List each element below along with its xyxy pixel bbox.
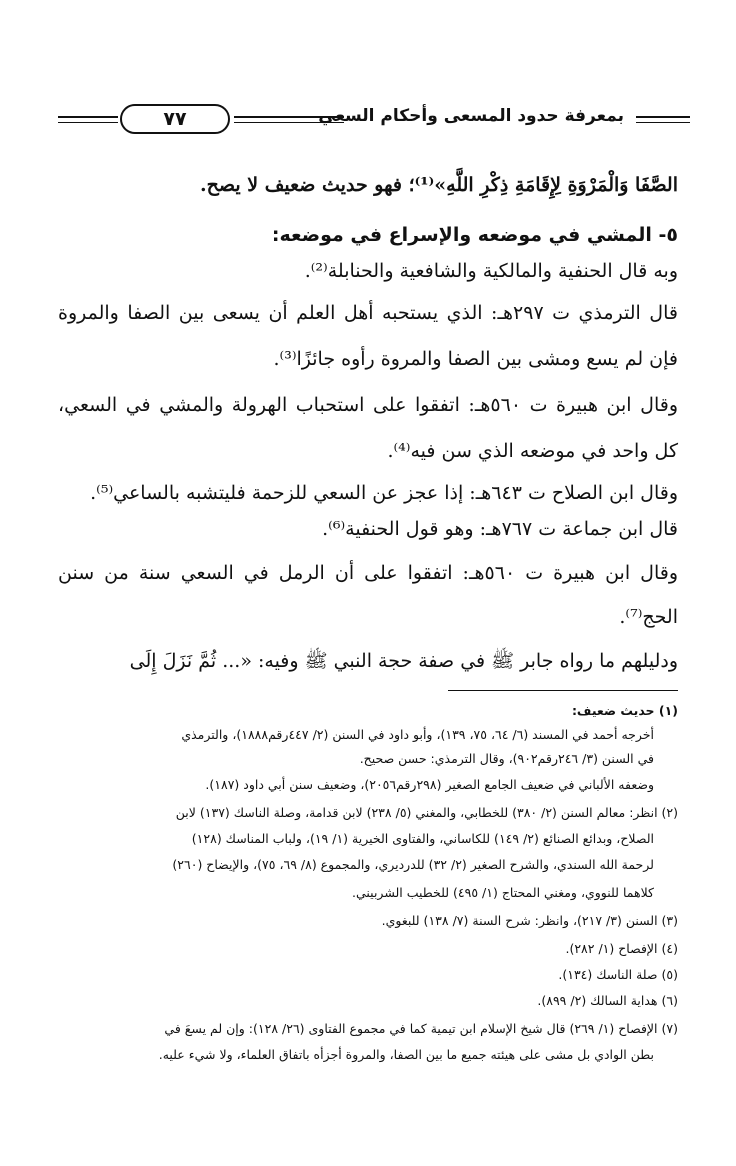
- header-rule-left-bottom: [58, 122, 118, 123]
- section-heading-5: ٥- المشي في موضعه والإسراع في موضعه:: [271, 224, 678, 246]
- body-line-11: الحج⁽⁷⁾.: [619, 606, 678, 628]
- header-rule-left-top: [58, 116, 118, 118]
- body-line-3: وبه قال الحنفية والمالكية والشافعية والحنابلة⁽²⁾.: [304, 260, 678, 282]
- body-line-7: كل واحد في موضعه الذي سن فيه⁽⁴⁾.: [387, 440, 678, 462]
- footnote-2-line-d: كلاهما للنووي، ومغني المحتاج (١/ ٤٩٥) للخطيب الشربيني.: [352, 885, 654, 900]
- body-line-4: قال الترمذي ت ٢٩٧هـ: الذي يستحبه أهل العلم أن يسعى بين الصفا والمروة: [58, 302, 678, 324]
- footnote-5: (٥) صلة الناسك (١٣٤).: [558, 967, 678, 982]
- page-header: [58, 100, 690, 140]
- footnote-7-line-b: بطن الوادي بل مشى على هيئته جميع ما بين الصفا، والمروة أجزأه باتفاق العلماء، ولا شيء عليه.: [158, 1047, 654, 1062]
- footnote-2-line-b: الصلاح، وبدائع الصنائع (٢/ ١٤٩) للكاساني، والفتاوى الخيرية (١/ ١٩)، ولباب المناسك (١٢٨): [191, 831, 654, 846]
- body-line-1: الصَّفَا وَالْمَرْوَةِ لِإِقَامَةِ ذِكْرِ اللَّهِ»⁽¹⁾؛ فهو حديث ضعيف لا يصح.: [200, 174, 678, 196]
- body-line-10: وقال ابن هبيرة ت ٥٦٠هـ: اتفقوا على أن الرمل في السعي سنة من سنن: [58, 562, 679, 584]
- footnote-1-line-b: في السنن (٣/ ٢٤٦رقم٩٠٢)، وقال الترمذي: حسن صحيح.: [359, 751, 654, 766]
- footnote-divider: [448, 690, 678, 691]
- page-number: ٧٧: [120, 104, 230, 134]
- footnote-6: (٦) هداية السالك (٢/ ٨٩٩).: [537, 993, 678, 1008]
- body-line-8: وقال ابن الصلاح ت ٦٤٣هـ: إذا عجز عن السعي للزحمة فليتشبه بالساعي⁽⁵⁾.: [90, 482, 678, 504]
- body-line-6: وقال ابن هبيرة ت ٥٦٠هـ: اتفقوا على استحباب الهرولة والمشي في السعي،: [58, 394, 678, 416]
- body-line-5: فإن لم يسع ومشى بين الصفا والمروة رأوه جائزًا⁽³⁾.: [273, 348, 678, 370]
- footnote-1-line-c: وضعفه الألباني في ضعيف الجامع الصغير (٢٩٨رقم٢٠٥٦)، وضعيف سنن أبي داود (١٨٧).: [205, 777, 654, 792]
- footnote-3: (٣) السنن (٣/ ٢١٧)، وانظر: شرح السنة (٧/ ١٣٨) للبغوي.: [381, 913, 678, 928]
- running-title: بمعرفة حدود المسعى وأحكام السعي: [318, 106, 624, 126]
- footnote-1-line-a: أخرجه أحمد في المسند (٦/ ٦٤، ٧٥، ١٣٩)، وأبو داود في السنن (٢/ ٤٤٧رقم١٨٨٨)، والترمذي: [181, 727, 654, 742]
- footnote-2-line-a: (٢) انظر: معالم السنن (٢/ ٣٨٠) للخطابي، والمغني (٥/ ٢٣٨) لابن قدامة، وصلة الناسك (١٣٧) لابن: [175, 805, 678, 820]
- footnote-2-line-c: لرحمة الله السندي، والشرح الصغير (٢/ ٣٢) للدرديري، والمجموع (٨/ ٦٩، ٧٥)، والإيضاح (٢٦٠): [172, 857, 654, 872]
- header-rule-right-top: [636, 116, 690, 118]
- footnote-4: (٤) الإفصاح (١/ ٢٨٢).: [565, 941, 678, 956]
- body-line-9: قال ابن جماعة ت ٧٦٧هـ: وهو قول الحنفية⁽⁶⁾.: [322, 518, 678, 540]
- body-line-12: ودليلهم ما رواه جابر ﷺ في صفة حجة النبي ﷺ وفيه: «... ثُمَّ نَزَلَ إِلَى: [129, 650, 678, 672]
- footnote-7-line-a: (٧) الإفصاح (١/ ٢٦٩) قال شيخ الإسلام ابن تيمية كما في مجموع الفتاوى (٢٦/ ١٢٨): وإن لم يسعَ في: [164, 1021, 678, 1036]
- header-rule-right-bottom: [636, 122, 690, 123]
- footnote-1-heading: (١) حديث ضعيف:: [571, 703, 678, 718]
